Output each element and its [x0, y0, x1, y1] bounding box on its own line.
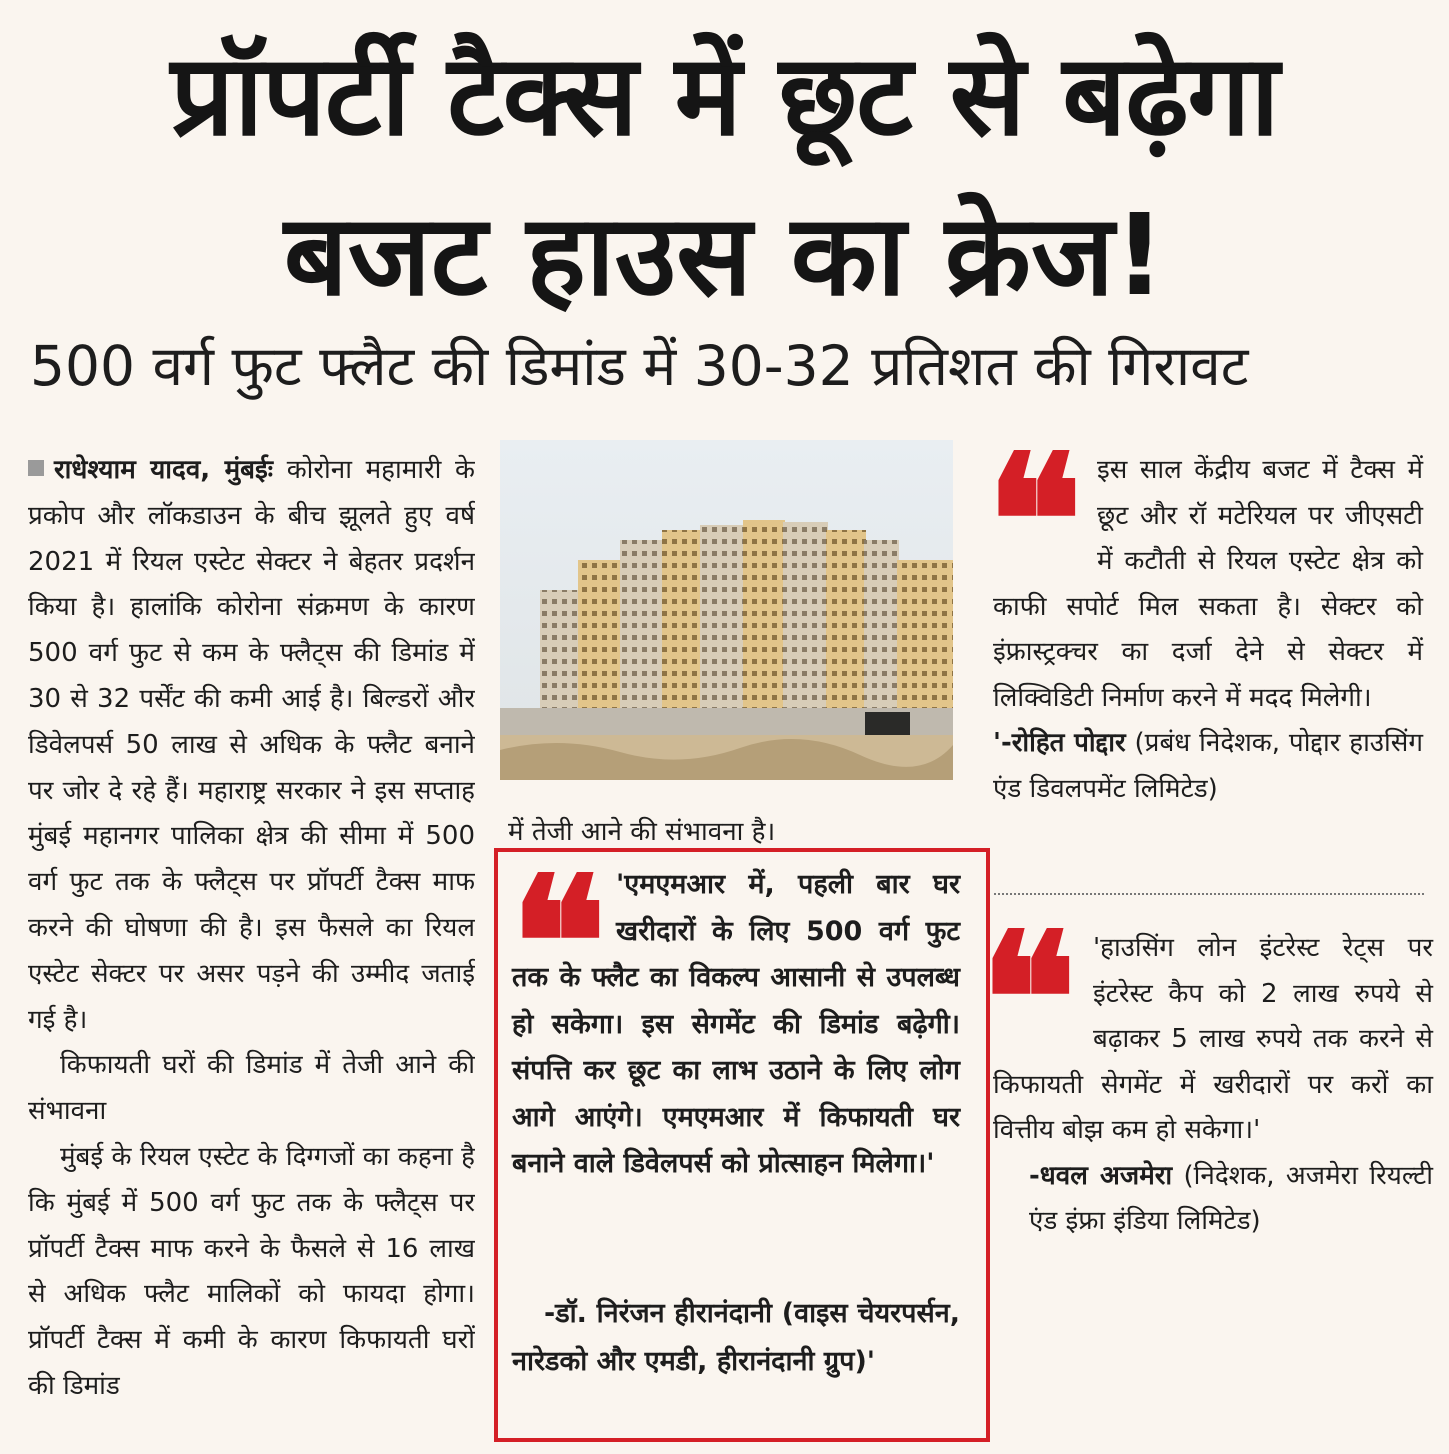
quote-mark-icon: ❝	[986, 416, 1083, 627]
apartment-buildings-photo	[500, 440, 953, 780]
subheadline: 500 वर्ग फुट फ्लैट की डिमांड में 30-32 प्रतिशत की गिरावट	[30, 334, 1249, 398]
article-paragraph-2: मुंबई के रियल एस्टेट के दिग्गजों का कहना है कि मुंबई में 500 वर्ग फुट तक के फ्लैट्स पर प्रॉपर्टी टैक्स माफ करने के फैसले से 16 लाख से अधिक फ्लैट मालिकों को फायदा होगा। प्रॉपर्टी टैक्स में कमी के कारण किफायती घरों की डिमांड	[28, 1141, 475, 1401]
quote-right-1-author: '-रोहित पोद्दार	[993, 728, 1126, 758]
quote-right-2-author: -धवल अजमेरा	[1029, 1160, 1173, 1191]
bullet-square-icon	[28, 460, 44, 476]
article-subhead: किफायती घरों की डिमांड में तेजी आने की संभावना	[28, 1050, 475, 1127]
article-paragraph-1: कोरोना महामारी के प्रकोप और लॉकडाउन के बीच झूलते हुए वर्ष 2021 में रियल एस्टेट सेक्टर ने बेहतर प्रदर्शन किया है। हालांकि कोरोना संक्रमण के कारण 500 वर्ग फुट से कम के फ्लैट्स की डिमांड में 30 से 32 पर्सेंट की कमी आई है। बिल्डरों और डिवेलपर्स 50 लाख से अधिक के फ्लैट बनाने पर जोर दे रहे हैं। महाराष्ट्र सरकार ने इस सप्ताह मुंबई महानगर पालिका क्षेत्र की सीमा में 500 वर्ग फुट तक के फ्लैट्स पर प्रॉपर्टी टैक्स माफ करने की घोषणा की है। इस फैसले का रियल एस्टेट सेक्टर पर असर पड़ने की उम्मीद जताई गई है।	[28, 455, 475, 1035]
headline-line-1: प्रॉपर्टी टैक्स में छूट से बढ़ेगा	[170, 31, 1279, 161]
quote-right-1	[993, 448, 1423, 812]
quote-right-2-text: 'हाउसिंग लोन इंटरेस्ट रेट्स पर इंटरेस्ट कैप को 2 लाख रुपये से बढ़ाकर 5 लाख रुपये तक करने से किफायती सेगमेंट में खरीदारों पर करों का वित्तीय बोझ कम हो सकेगा।'	[993, 933, 1433, 1145]
highlighted-quote-box	[494, 838, 990, 1442]
headline-line-2: बजट हाउस का क्रेज!	[283, 191, 1166, 321]
article-column	[28, 448, 475, 1448]
quote-mark-icon: ❝	[980, 894, 1077, 1105]
quote-right-2	[993, 926, 1433, 1245]
quote-right-1-role: (प्रबंध निदेशक, पोद्दार हाउसिंग एंड डिवलपमेंट लिमिटेड)	[993, 728, 1423, 804]
byline: राधेश्याम यादव, मुंबईः	[54, 455, 274, 485]
quote-right-1-text: इस साल केंद्रीय बजट में टैक्स में छूट और रॉ मटेरियल पर जीएसटी में कटौती से रियल एस्टेट क्षेत्र को काफी सपोर्ट मिल सकता है। सेक्टर को इंफ्रास्ट्रक्चर का दर्जा देने से सेक्टर में लिक्विडिटी निर्माण करने में मदद मिलेगी।	[993, 455, 1423, 713]
box-quote-author: -डॉ. निरंजन हीरानंदानी (वाइस चेयरपर्सन, नारेडको और एमडी, हीरानंदानी ग्रुप)'	[512, 1298, 960, 1377]
quote-mark-icon: ❝	[510, 838, 607, 1049]
quote-right-2-role: (निदेशक, अजमेरा रियल्टी एंड इंफ्रा इंडिया लिमिटेड)	[1029, 1160, 1434, 1236]
article-continuation: में तेजी आने की संभावना है।	[508, 817, 776, 847]
box-quote-text: 'एमएमआर में, पहली बार घर खरीदारों के लिए 500 वर्ग फुट तक के फ्लैट का विकल्प आसानी से उपलब्ध हो सकेगा। इस सेगमेंट की डिमांड बढ़ेगी। संपत्ति कर छूट का लाभ उठाने के लिए लोग आगे आएंगे। एमएमआर में किफायती घर बनाने वाले डिवेलपर्स को प्रोत्साहन मिलेगा।'	[512, 869, 960, 1179]
